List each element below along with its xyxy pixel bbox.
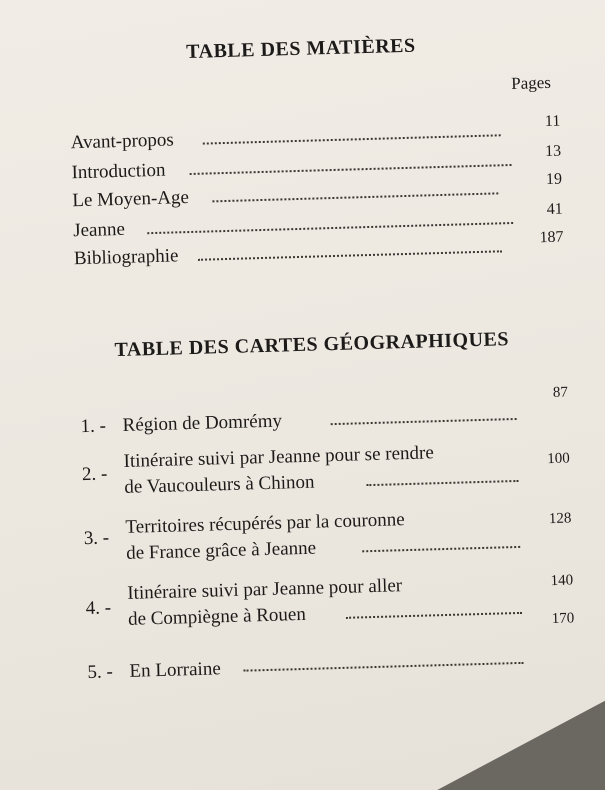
map-entry-line1: Itinéraire suivi par Jeanne pour se rendre <box>123 442 435 472</box>
leader-dots <box>147 222 513 234</box>
toc-title: TABLE DES MATIÈRES <box>185 34 416 64</box>
map-entry-index: 5. - <box>87 661 114 684</box>
maps-title: TABLE DES CARTES GÉOGRAPHIQUES <box>114 328 510 362</box>
map-entry-page: 100 <box>547 450 570 468</box>
map-entry <box>85 570 574 640</box>
map-entry-index: 4. - <box>85 597 112 620</box>
toc-entry-page: 187 <box>539 228 564 247</box>
map-entry-index: 3. - <box>83 527 110 550</box>
pages-column-label: Pages <box>510 72 552 93</box>
map-entry-line2: de Vaucouleurs à Chinon <box>124 471 315 498</box>
toc-entry-label: Introduction <box>71 159 166 184</box>
toc-entry-page: 13 <box>544 142 562 161</box>
toc-entry-page: 11 <box>544 112 561 131</box>
toc-entry-label: Jeanne <box>72 218 126 242</box>
toc-entry-page: 41 <box>546 200 564 219</box>
map-entry <box>81 438 570 508</box>
toc-entry-label: Bibliographie <box>73 245 179 270</box>
map-entry-page: 87 <box>552 384 569 401</box>
leader-dots <box>346 612 522 619</box>
leader-dots <box>190 164 512 175</box>
leader-dots <box>331 418 517 425</box>
toc-entry-label: Le Moyen-Age <box>72 187 190 212</box>
toc-entry-label: Avant-propos <box>70 129 175 154</box>
map-entry-index: 2. - <box>81 463 108 486</box>
leader-dots <box>362 546 520 552</box>
map-entry-page: 170 <box>551 610 575 628</box>
map-entry-line1: En Lorraine <box>129 658 222 682</box>
map-entry <box>83 504 572 574</box>
map-entry-index: 1. - <box>80 415 107 438</box>
map-entry-page: 128 <box>548 510 572 528</box>
map-entry-line2: de France grâce à Jeanne <box>125 537 317 564</box>
leader-dots <box>366 480 518 486</box>
map-entry-line1: Région de Domrémy <box>122 410 283 436</box>
map-entry <box>80 384 569 439</box>
map-entry-line2: de Compiègne à Rouen <box>127 603 307 630</box>
map-entry-line1: Itinéraire suivi par Jeanne pour aller <box>127 575 403 604</box>
leader-dots <box>203 134 501 144</box>
map-entry-line1: Territoires récupérés par la couronne <box>125 509 405 538</box>
toc-entry-page: 19 <box>545 170 563 189</box>
leader-dots <box>212 192 498 202</box>
map-entry-page: 140 <box>550 572 574 590</box>
leader-dots <box>198 250 502 260</box>
leader-dots <box>244 662 524 672</box>
